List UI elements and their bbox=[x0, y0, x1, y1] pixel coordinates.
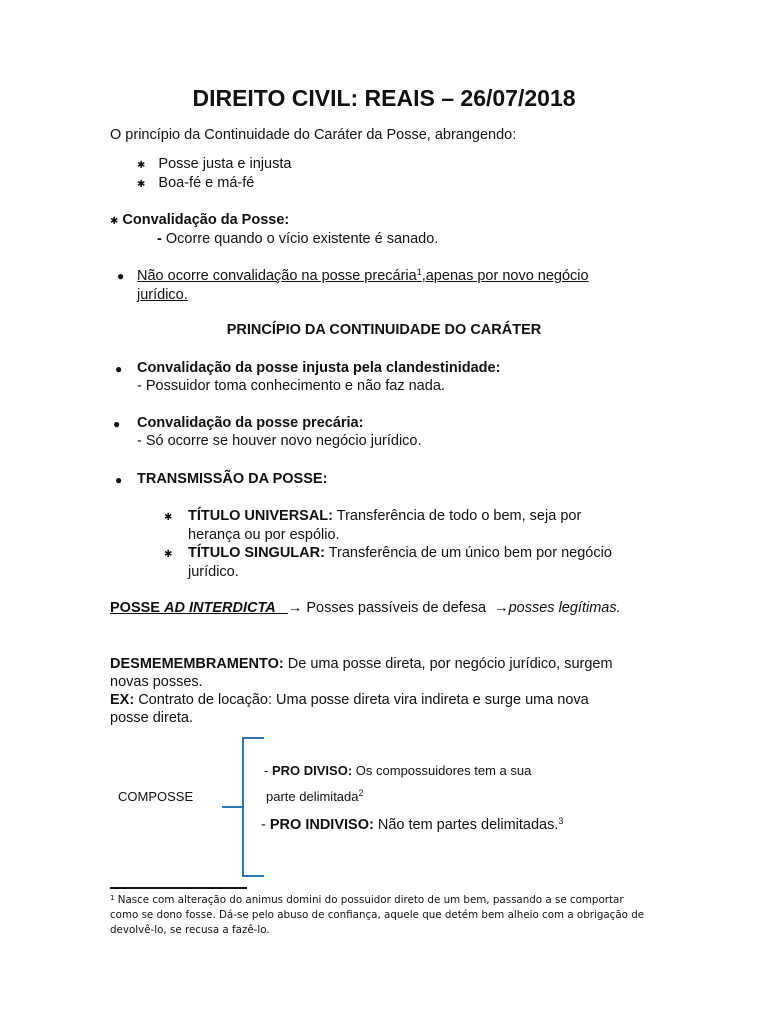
intro-list-item bbox=[137, 155, 291, 175]
list-item-text: Boa-fé e má-fé bbox=[158, 175, 255, 191]
example: EX: Contrato de locação: Uma posse direta vira indireta e surge uma nova bbox=[110, 692, 589, 708]
titulo-singular: TÍTULO SINGULAR: Transferência de um único bem por negócio bbox=[188, 545, 612, 561]
example-line2: posse direta. bbox=[110, 710, 194, 726]
pro-diviso: - PRO DIVISO: Os compossuidores tem a sua bbox=[264, 763, 532, 778]
arrow-right-icon: → bbox=[287, 600, 303, 616]
list-item-text: Posse justa e injusta bbox=[158, 156, 292, 172]
transmissao-heading: TRANSMISSÃO DA POSSE: bbox=[137, 471, 328, 487]
page-title: DIREITO CIVIL: REAIS – 26/07/2018 bbox=[192, 85, 576, 111]
clandestinidade-heading: Convalidação da posse injusta pela clandestinidade: bbox=[137, 360, 501, 376]
footnote-line1: $^1$ Nasce com alteração do animus domini do possuidor direto de um bem, passando a se comportar bbox=[110, 894, 624, 906]
titulo-universal-line2: herança ou por espólio. bbox=[188, 527, 340, 543]
precaria-note: Não ocorre convalidação na posse precária$^1$,apenas por novo negócio bbox=[137, 267, 589, 284]
star-bullet-icon: ✱ bbox=[110, 216, 119, 227]
star-bullet-icon: ✱ bbox=[137, 160, 146, 171]
star-bullet-icon: ✱ bbox=[137, 179, 146, 190]
bracket-bottom-line bbox=[242, 875, 264, 877]
pro-indiviso: - PRO INDIVISO: Não tem partes delimitadas.$^3$ bbox=[261, 816, 564, 833]
footnote-line2: como se dono fosse. Dá-se pelo abuso de confiança, aquele que detém bem alheio com a obrigação de bbox=[110, 909, 645, 921]
clandestinidade-text: - Possuidor toma conhecimento e não faz nada. bbox=[137, 378, 445, 394]
titulo-universal: TÍTULO UNIVERSAL: Transferência de todo o bem, seja por bbox=[188, 508, 582, 524]
footnote-line3: devolvê-lo, se recusa a fazê-lo. bbox=[110, 924, 270, 936]
posse-precaria-text: - Só ocorre se houver novo negócio jurídico. bbox=[137, 433, 422, 449]
bullet-icon: ● bbox=[113, 417, 121, 431]
arrow-right-icon: → bbox=[494, 600, 509, 616]
bullet-icon: ● bbox=[117, 269, 125, 283]
desmembramento-line2: novas posses. bbox=[110, 674, 203, 690]
precaria-note-line2: jurídico. bbox=[137, 287, 188, 303]
bracket-connector-line bbox=[222, 806, 243, 808]
composse-label: COMPOSSE bbox=[118, 789, 194, 804]
desmembramento: DESMEMEMBRAMENTO: De uma posse direta, por negócio jurídico, surgem bbox=[110, 656, 613, 672]
titulo-singular-line2: jurídico. bbox=[188, 564, 239, 580]
intro-text: O princípio da Continuidade do Caráter da Posse, abrangendo: bbox=[110, 127, 517, 143]
star-bullet-icon: ✱ bbox=[164, 512, 173, 523]
convalidacao-heading: ✱ Convalidação da Posse: bbox=[110, 212, 290, 228]
pro-diviso-line2: parte delimitada$^2$ bbox=[266, 788, 364, 804]
bullet-icon: ● bbox=[115, 473, 123, 487]
star-bullet-icon: ✱ bbox=[164, 549, 173, 560]
convalidacao-text: - Ocorre quando o vício existente é sanado. bbox=[157, 231, 439, 247]
section-title: PRINCÍPIO DA CONTINUIDADE DO CARÁTER bbox=[226, 322, 542, 338]
posse-precaria-heading: Convalidação da posse precária: bbox=[137, 415, 364, 431]
posse-ad-interdicta: POSSE AD INTERDICTA → Posses passíveis de defesa →posses legítimas. bbox=[110, 600, 621, 616]
intro-list-item bbox=[137, 174, 254, 194]
footnote-separator bbox=[110, 887, 247, 889]
bullet-icon: ● bbox=[115, 362, 123, 376]
bracket-top-line bbox=[242, 737, 264, 739]
